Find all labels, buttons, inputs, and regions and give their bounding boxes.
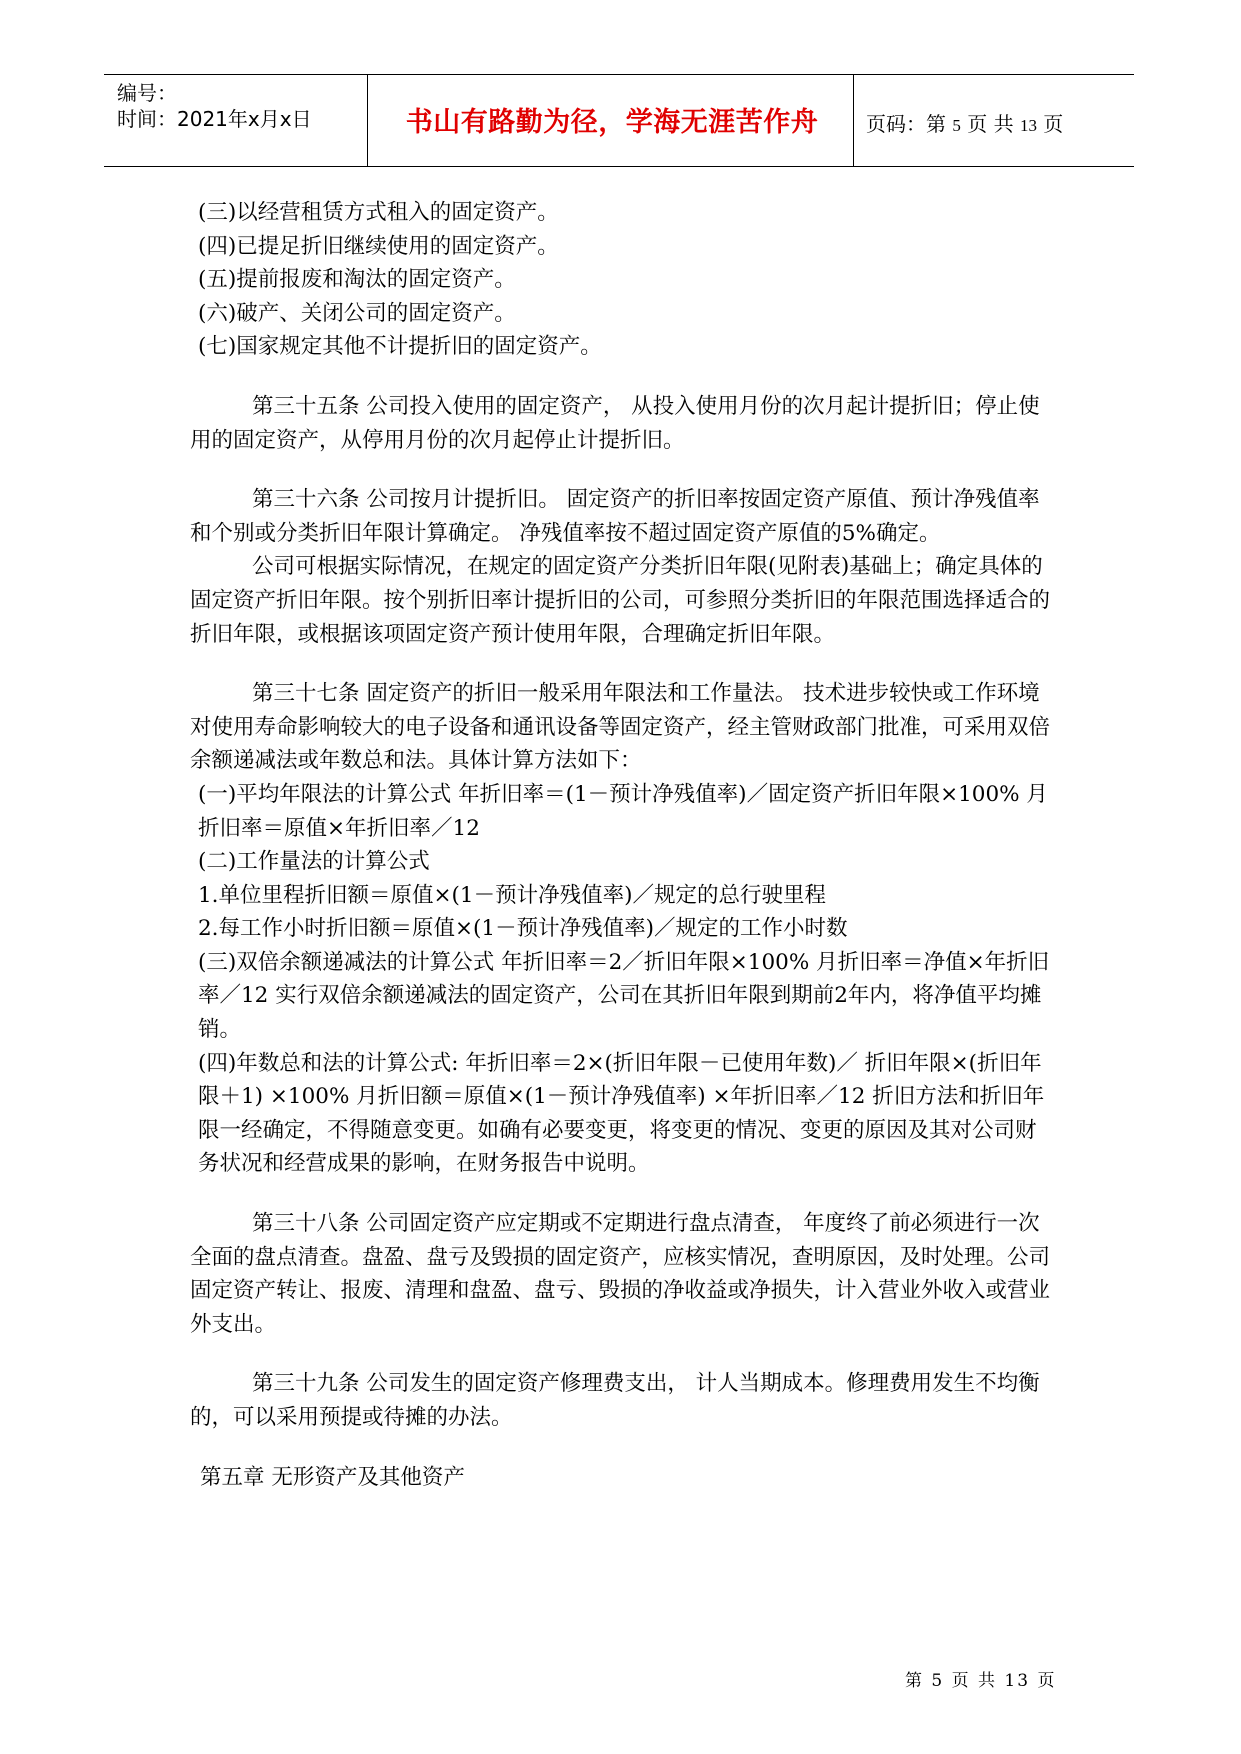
article-37-formula-2a: 1.单位里程折旧额＝原值×(1－预计净残值率)／规定的总行驶里程 bbox=[198, 882, 826, 908]
page-current: 5 bbox=[952, 116, 961, 135]
article-37-formula-2b: 2.每工作小时折旧额＝原值×(1－预计净残值率)／规定的工作小时数 bbox=[198, 916, 848, 942]
document-body bbox=[190, 196, 1056, 1494]
header-divider-right bbox=[853, 74, 854, 166]
header-top-rule bbox=[104, 74, 1134, 75]
page-total: 13 bbox=[1019, 116, 1037, 135]
article-37-formula-3: (三)双倍余额递减法的计算公式 年折旧率＝2／折旧年限×100% 月折旧率＝净值×年折旧率／12 实行双倍余额递减法的固定资产，公司在其折旧年限到期前2年内，将净值平均摊销。 bbox=[198, 949, 1050, 1043]
article-37-formula-4: (四)年数总和法的计算公式: 年折旧率＝2×(折旧年限－已使用年数)／ 折旧年限×(折旧年限＋1) ×100% 月折旧额＝原值×(1－预计净残值率) ×年折旧率／12 折旧方法和折旧年限一经确定，不得随意变更。如确有必要变更，将变更的情况、变更的原因及其对公司财务状况和经营成果的影响，在财务报告中说明。 bbox=[198, 1050, 1045, 1177]
article-35: 第三十五条 公司投入使用的固定资产， 从投入使用月份的次月起计提折旧；停止使用的固定资产，从停用月份的次月起停止计提折旧。 bbox=[190, 393, 1040, 453]
page-mid: 页 共 bbox=[967, 112, 1014, 136]
chapter-heading: 第五章 无形资产及其他资产 bbox=[200, 1464, 465, 1490]
article-37-formula-2: (二)工作量法的计算公式 bbox=[198, 849, 430, 875]
header-meta bbox=[117, 80, 312, 132]
article-36-paragraph-2: 公司可根据实际情况，在规定的固定资产分类折旧年限(见附表)基础上；确定具体的固定资产折旧年限。按个别折旧率计提折旧的公司，可参照分类折旧的年限范围选择适合的折旧年限，或根据该项固定资产预计使用年限，合理确定折旧年限。 bbox=[190, 554, 1051, 647]
page-suffix: 页 bbox=[1043, 112, 1064, 136]
list-item: (三)以经营租赁方式租入的固定资产。 bbox=[198, 200, 559, 225]
document-time-label: 时间：2021年x月x日 bbox=[117, 107, 312, 131]
page-footer: 第 5 页 共 13 页 bbox=[905, 1671, 1057, 1691]
list-item: (五)提前报废和淘汰的固定资产。 bbox=[198, 267, 516, 293]
list-item: (六)破产、关闭公司的固定资产。 bbox=[198, 300, 516, 326]
list-item: (七)国家规定其他不计提折旧的固定资产。 bbox=[198, 334, 602, 360]
document-number-label: 编号： bbox=[117, 81, 177, 105]
list-item: (四)已提足折旧继续使用的固定资产。 bbox=[198, 233, 559, 259]
article-39: 第三十九条 公司发生的固定资产修理费支出， 计人当期成本。修理费用发生不均衡的，可以采用预提或待摊的办法。 bbox=[190, 1371, 1040, 1430]
header-motto: 书山有路勤为径，学海无涯苦作舟 bbox=[405, 107, 819, 138]
article-38: 第三十八条 公司固定资产应定期或不定期进行盘点清查， 年度终了前必须进行一次全面的盘点清查。盘盈、盘亏及毁损的固定资产，应核实情况，查明原因，及时处理。公司固定资产转让、报废、清理和盘盈、盘亏、毁损的净收益或净损失，计入营业外收入或营业外支出。 bbox=[190, 1211, 1051, 1337]
page-prefix: 页码：第 bbox=[866, 112, 946, 136]
header-bottom-rule bbox=[104, 166, 1134, 167]
article-37-formula-1: (一)平均年限法的计算公式 年折旧率＝(1－预计净残值率)／固定资产折旧年限×100% 月折旧率＝原值×年折旧率／12 bbox=[198, 781, 1048, 841]
article-37: 第三十七条 固定资产的折旧一般采用年限法和工作量法。 技术进步较快或工作环境对使用寿命影响较大的电子设备和通讯设备等固定资产，经主管财政部门批准，可采用双倍余额递减法或年数总和法。具体计算方法如下： bbox=[190, 681, 1051, 774]
article-36: 第三十六条 公司按月计提折旧。 固定资产的折旧率按固定资产原值、预计净残值率和个别或分类折旧年限计算确定。 净残值率按不超过固定资产原值的5%确定。 bbox=[190, 487, 1040, 546]
header-page-info bbox=[866, 108, 1063, 137]
header-divider-left bbox=[367, 74, 368, 166]
